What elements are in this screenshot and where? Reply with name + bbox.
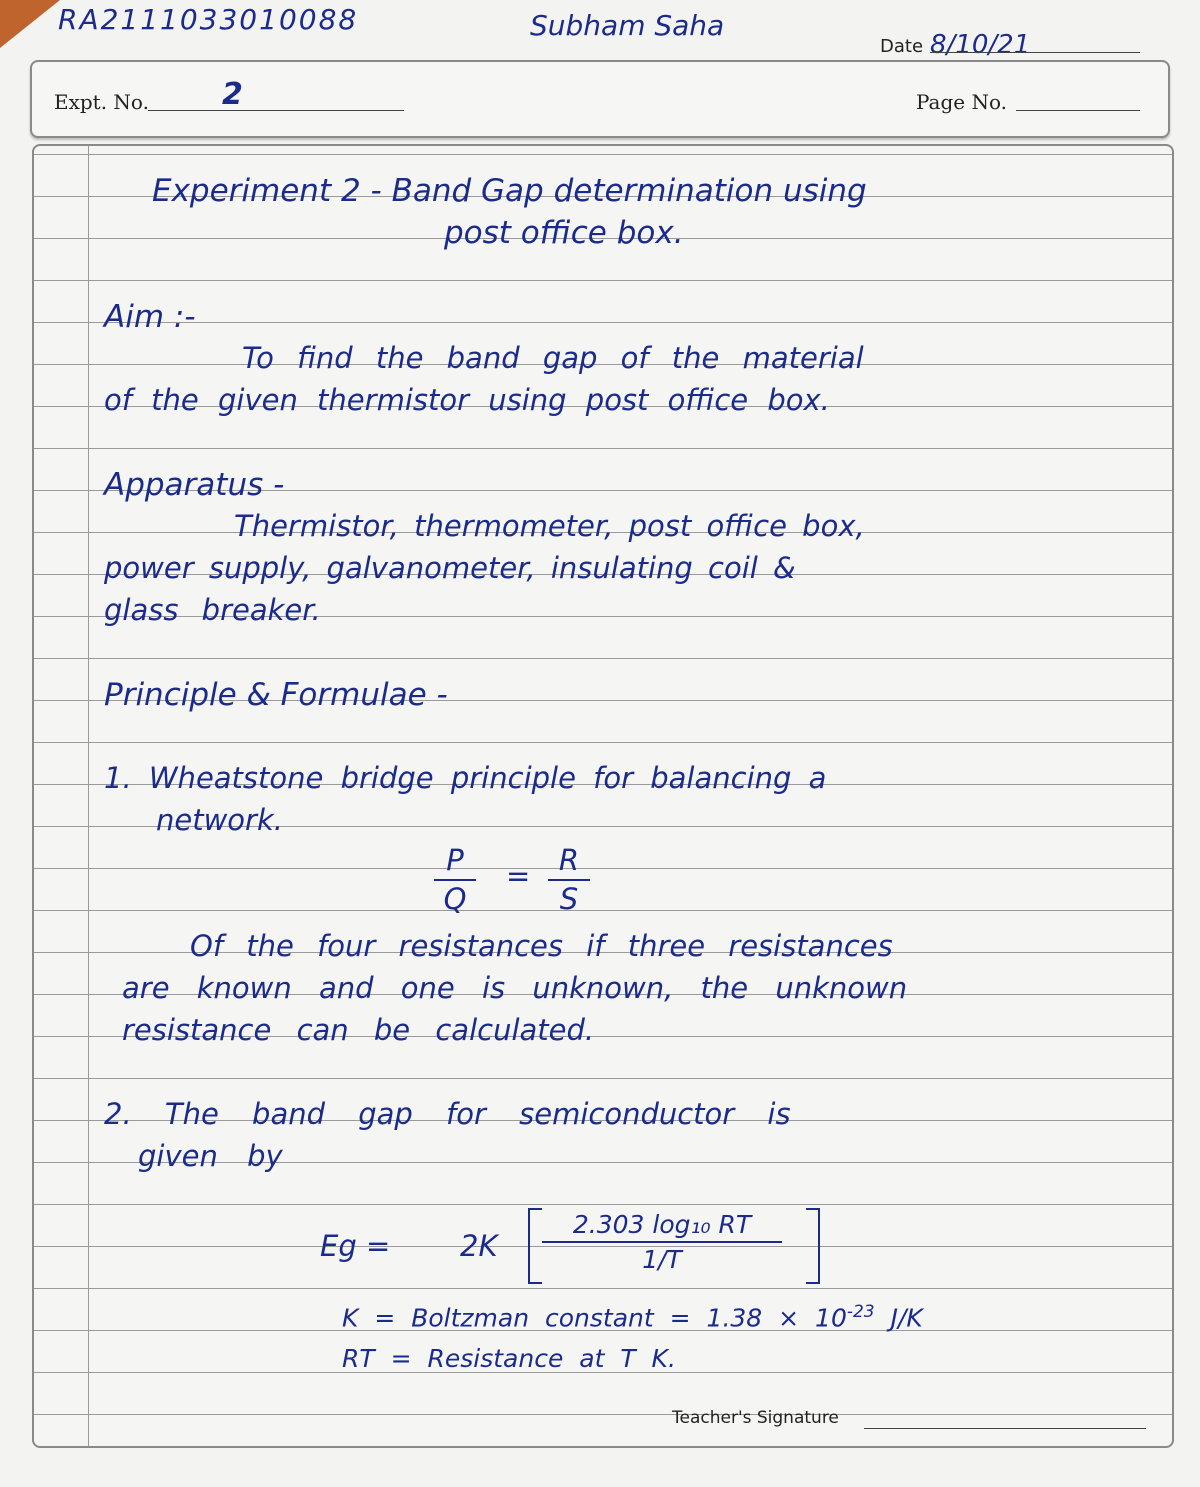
- fraction-denominator-q: Q: [443, 882, 467, 916]
- fraction-bar: [542, 1241, 782, 1243]
- principle-heading: Principle & Formulae -: [104, 677, 448, 713]
- fraction-numerator-r: R: [558, 843, 580, 877]
- ruled-line: [34, 1078, 1172, 1079]
- ruled-line: [34, 280, 1172, 281]
- expt-no-label: Expt. No.: [54, 90, 149, 114]
- band-gap-numerator: 2.303 log₁₀ RT: [572, 1210, 752, 1239]
- student-name: Subham Saha: [530, 9, 725, 42]
- boltzmann-exponent: -23: [846, 1302, 875, 1322]
- expt-no-underline: [148, 92, 404, 111]
- aim-heading: Aim :-: [104, 299, 196, 335]
- resistance-definition: RT = Resistance at T K.: [342, 1344, 676, 1373]
- left-bracket: [528, 1208, 542, 1284]
- boltzmann-definition: [342, 1302, 923, 1333]
- date-label: Date: [880, 36, 924, 57]
- apparatus-line3: glass breaker.: [104, 593, 321, 627]
- fraction-numerator-p: P: [446, 843, 464, 877]
- principle-item2-line2: given by: [138, 1139, 283, 1173]
- ruled-page: [32, 144, 1174, 1448]
- ruled-line: [34, 742, 1172, 743]
- teacher-signature-label: Teacher's Signature: [672, 1408, 839, 1428]
- eg-lhs: Eg =: [320, 1229, 391, 1263]
- principle-paragraph-line2: are known and one is unknown, the unknown: [122, 971, 908, 1005]
- expt-no-value: 2: [222, 77, 243, 112]
- principle-item2-line1: 2. The band gap for semiconductor is: [104, 1097, 791, 1131]
- fraction-r-over-s: [548, 843, 590, 916]
- ruled-line: [34, 910, 1172, 911]
- experiment-title-line2: post office box.: [444, 215, 684, 251]
- band-gap-fraction: [542, 1212, 782, 1272]
- registration-number: RA2111033010088: [58, 3, 359, 36]
- notebook-corner-decoration: [0, 0, 60, 48]
- page-no-label: Page No.: [916, 90, 1008, 114]
- fraction-bar: [434, 879, 476, 881]
- equals-sign: =: [506, 859, 531, 893]
- right-bracket: [806, 1208, 820, 1284]
- apparatus-heading: Apparatus -: [104, 467, 285, 503]
- ruled-line: [34, 658, 1172, 659]
- experiment-header-box: [30, 60, 1170, 138]
- eg-coefficient: 2K: [460, 1229, 498, 1263]
- date-underline: [930, 52, 1140, 53]
- boltzmann-definition-text: K = Boltzman constant = 1.38 × 10: [342, 1303, 847, 1333]
- ruled-line: [34, 322, 1172, 323]
- principle-paragraph-line1: Of the four resistances if three resistances: [190, 929, 893, 963]
- date-value: 8/10/21: [930, 30, 1031, 60]
- boltzmann-unit: J/K: [874, 1303, 923, 1333]
- fraction-p-over-q: [434, 843, 476, 916]
- page-no-underline: [1016, 92, 1140, 111]
- aim-line2: of the given thermistor using post office box.: [104, 383, 830, 417]
- apparatus-line1: Thermistor, thermometer, post office box,: [234, 509, 865, 543]
- experiment-title-line1: Experiment 2 - Band Gap determination using: [152, 173, 867, 209]
- apparatus-line2: power supply, galvanometer, insulating coil &: [104, 551, 796, 585]
- fraction-denominator-s: S: [559, 882, 579, 916]
- ruled-line: [34, 448, 1172, 449]
- ruled-line: [34, 1288, 1172, 1289]
- fraction-bar: [548, 879, 590, 881]
- teacher-signature-line: [864, 1410, 1146, 1429]
- band-gap-denominator: 1/T: [642, 1245, 682, 1274]
- ruled-line: [34, 1204, 1172, 1205]
- principle-item1-line1: 1. Wheatstone bridge principle for balancing a: [104, 761, 827, 795]
- ruled-line: [34, 868, 1172, 869]
- ruled-line: [34, 154, 1172, 155]
- page-margin-line: [88, 146, 89, 1446]
- aim-line1: To find the band gap of the material: [242, 341, 864, 375]
- principle-paragraph-line3: resistance can be calculated.: [122, 1013, 595, 1047]
- principle-item1-line2: network.: [156, 803, 283, 837]
